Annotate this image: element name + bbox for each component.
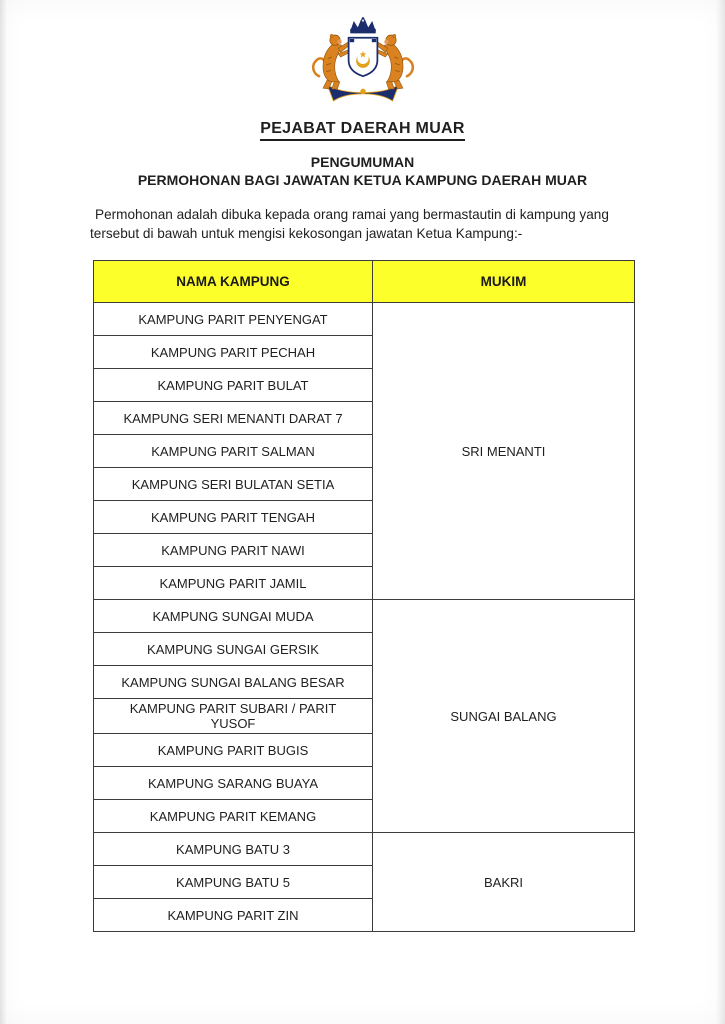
table-row [94, 303, 635, 336]
kampung-cell: KAMPUNG PARIT JAMIL [94, 567, 373, 600]
kampung-cell: KAMPUNG SERI BULATAN SETIA [94, 468, 373, 501]
kampung-cell: KAMPUNG PARIT PECHAH [94, 336, 373, 369]
kampung-cell: KAMPUNG BATU 3 [94, 833, 373, 866]
column-header-nama-kampung: NAMA KAMPUNG [94, 261, 373, 303]
kampung-cell: KAMPUNG SUNGAI GERSIK [94, 633, 373, 666]
kampung-cell: KAMPUNG PARIT SUBARI / PARIT YUSOF [94, 699, 373, 734]
kampung-cell: KAMPUNG PARIT KEMANG [94, 800, 373, 833]
kampung-cell: KAMPUNG PARIT SALMAN [94, 435, 373, 468]
kampung-cell: KAMPUNG PARIT ZIN [94, 899, 373, 932]
kampung-cell: KAMPUNG SERI MENANTI DARAT 7 [94, 402, 373, 435]
kampung-table [93, 260, 635, 932]
kampung-cell: KAMPUNG SUNGAI BALANG BESAR [94, 666, 373, 699]
mukim-cell: SRI MENANTI [373, 303, 635, 600]
kampung-table-body [94, 303, 635, 932]
kampung-cell: KAMPUNG SARANG BUAYA [94, 767, 373, 800]
office-name: PEJABAT DAERAH MUAR [260, 120, 465, 141]
page-title [0, 120, 725, 141]
kampung-cell: KAMPUNG PARIT NAWI [94, 534, 373, 567]
coat-of-arms-icon [303, 16, 423, 110]
column-header-mukim: MUKIM [373, 261, 635, 303]
kampung-cell: KAMPUNG PARIT TENGAH [94, 501, 373, 534]
kampung-cell: KAMPUNG PARIT BUGIS [94, 734, 373, 767]
announcement-heading [0, 154, 725, 190]
mukim-cell: BAKRI [373, 833, 635, 932]
announcement-line1: PENGUMUMAN [310, 154, 415, 170]
table-row [94, 833, 635, 866]
kampung-cell: KAMPUNG BATU 5 [94, 866, 373, 899]
kampung-cell: KAMPUNG SUNGAI MUDA [94, 600, 373, 633]
mukim-cell: SUNGAI BALANG [373, 600, 635, 833]
kampung-cell: KAMPUNG PARIT BULAT [94, 369, 373, 402]
coat-of-arms [0, 16, 725, 112]
table-header-row [94, 261, 635, 303]
kampung-cell: KAMPUNG PARIT PENYENGAT [94, 303, 373, 336]
intro-paragraph: Permohonan adalah dibuka kepada orang ramai yang bermastautin di kampung yang tersebut di bawah untuk mengisi kekosongan jawatan Ketua Kampung:- [90, 206, 609, 242]
table-row [94, 600, 635, 633]
announcement-line2: PERMOHONAN BAGI JAWATAN KETUA KAMPUNG DAERAH MUAR [137, 171, 588, 188]
